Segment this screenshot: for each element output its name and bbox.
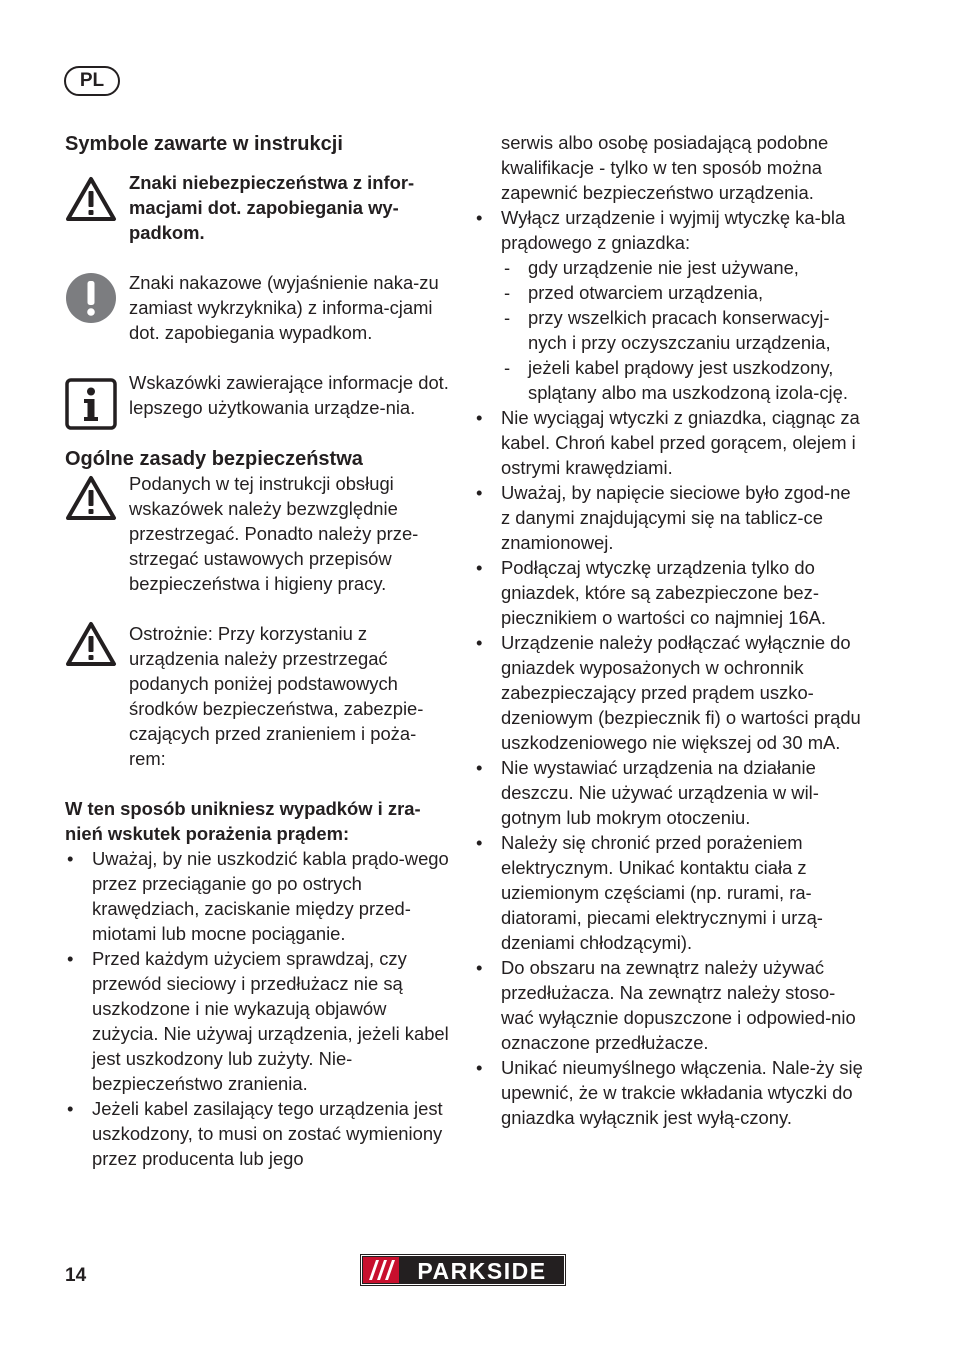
warning-triangle-icon <box>65 176 117 222</box>
safety-warning-2 <box>65 621 450 771</box>
left-bullet-list <box>65 846 450 1171</box>
right-column <box>474 130 864 1130</box>
list-item: • Przed każdym użyciem sprawdzaj, czy przewód sieciowy i przedłużacz nie są uszkodzone i nie wykazują objawów zużycia. Nie używaj urządzenia, jeżeli kabel jest uszkodzony lub zużyty. Nie-bezpieczeństwo zranienia. <box>65 946 450 1096</box>
list-item: • Uważaj, by napięcie sieciowe było zgod-ne z danymi znajdującymi się na tablicz-ce znamionowej. <box>474 480 864 555</box>
dash-sublist <box>501 255 864 405</box>
warning-triangle-icon <box>65 475 117 521</box>
list-item: • Uważaj, by nie uszkodzić kabla prądo-wego przez przeciąganie go po ostrych krawędziach, zaciskanie między przed-miotami lub mocne pociąganie. <box>65 846 450 946</box>
list-item <box>474 205 864 405</box>
list-item: • Nie wystawiać urządzenia na działanie deszczu. Nie używać urządzenia w wil-gotnym lub mokrym otoczeniu. <box>474 755 864 830</box>
list-item: • Do obszaru na zewnątrz należy używać przedłużacza. Na zewnątrz należy stoso-wać wyłącznie dopuszczone i odpowied-nio oznaczone przedłużacze. <box>474 955 864 1055</box>
language-badge: PL <box>64 66 120 96</box>
list-item: • Unikać nieumyślnego włączenia. Nale-ży się upewnić, że w trakcie wkładania wtyczki do gniazdka wyłącznik jest wyłą-czony. <box>474 1055 864 1130</box>
electric-shock-subheading: W ten sposób unikniesz wypadków i zra-nień wskutek porażenia prądem: <box>65 798 421 844</box>
right-bullet-list <box>474 205 864 1130</box>
section-title-symbols: Symbole zawarte w instrukcji <box>65 133 343 155</box>
symbol-text-warning: Znaki niebezpieczeństwa z infor-macjami dot. zapobiegania wy-padkom. <box>129 172 415 243</box>
safety-warning-1 <box>65 471 450 596</box>
safety-warning-text-2: Ostrożnie: Przy korzystaniu z urządzenia należy przestrzegać podanych poniżej podstawowych środków bezpieczeństwa, zabezpie-czających przed zranieniem i poża-rem: <box>129 623 424 769</box>
sublist-item: - przed otwarciem urządzenia, <box>501 280 864 305</box>
left-column <box>65 130 450 1171</box>
list-item: • Podłączaj wtyczkę urządzenia tylko do gniazdek, które są zabezpieczone bez-piecznikiem o wartości co najmniej 16A. <box>474 555 864 630</box>
brand-name: PARKSIDE <box>417 1258 547 1284</box>
safety-warning-text-1: Podanych w tej instrukcji obsługi wskazówek należy bezwzględnie przestrzegać. Ponadto należy prze-strzegać ustawowych przepisów bezpieczeństwa i higieny pracy. <box>129 473 419 594</box>
sublist-item: - przy wszelkich pracach konserwacyj-nych i przy oczyszczaniu urządzenia, <box>501 305 864 355</box>
info-icon <box>65 378 117 430</box>
list-item: • Jeżeli kabel zasilający tego urządzenia jest uszkodzony, to musi on zostać wymieniony przez producenta lub jego <box>65 1096 450 1171</box>
continuation-text: serwis albo osobę posiadającą podobne kwalifikacje - tylko w ten sposób można zapewnić bezpieczeństwo urządzenia. <box>501 132 829 203</box>
list-item: • Urządzenie należy podłączać wyłącznie do gniazdek wyposażonych w ochronnik zabezpieczający przed prądem uszko-dzeniowym (bezpiecznik fi) o wartości prądu uszkodzeniowego nie większej od 30 mA. <box>474 630 864 755</box>
list-item: • Nie wyciągaj wtyczki z gniazdka, ciągnąc za kabel. Chroń kabel przed gorącem, olejem i ostrymi krawędziami. <box>474 405 864 480</box>
sublist-item: - jeżeli kabel prądowy jest uszkodzony, splątany albo ma uszkodzoną izola-cję. <box>501 355 864 405</box>
symbol-item-mandatory <box>65 270 450 345</box>
parkside-logo <box>360 1254 566 1286</box>
warning-triangle-icon <box>65 621 117 667</box>
exclamation-circle-icon <box>65 272 117 324</box>
sublist-item: - gdy urządzenie nie jest używane, <box>501 255 864 280</box>
list-item-text: Wyłącz urządzenie i wyjmij wtyczkę ka-bla prądowego z gniazdka: <box>501 207 846 253</box>
section-title-safety: Ogólne zasady bezpieczeństwa <box>65 448 363 470</box>
symbol-item-info <box>65 370 450 420</box>
symbol-text-info: Wskazówki zawierające informacje dot. lepszego użytkowania urządze-nia. <box>129 372 449 418</box>
list-item: • Należy się chronić przed porażeniem elektrycznym. Unikać kontaktu ciała z uziemionym częściami (np. rurami, ra-diatorami, piecami elektrycznymi i urzą-dzeniami chłodzącymi). <box>474 830 864 955</box>
symbol-item-warning <box>65 170 450 245</box>
page-number: 14 <box>65 1265 87 1286</box>
symbol-text-mandatory: Znaki nakazowe (wyjaśnienie naka-zu zamiast wykrzyknika) z informa-cjami dot. zapobiegania wypadkom. <box>129 272 439 343</box>
